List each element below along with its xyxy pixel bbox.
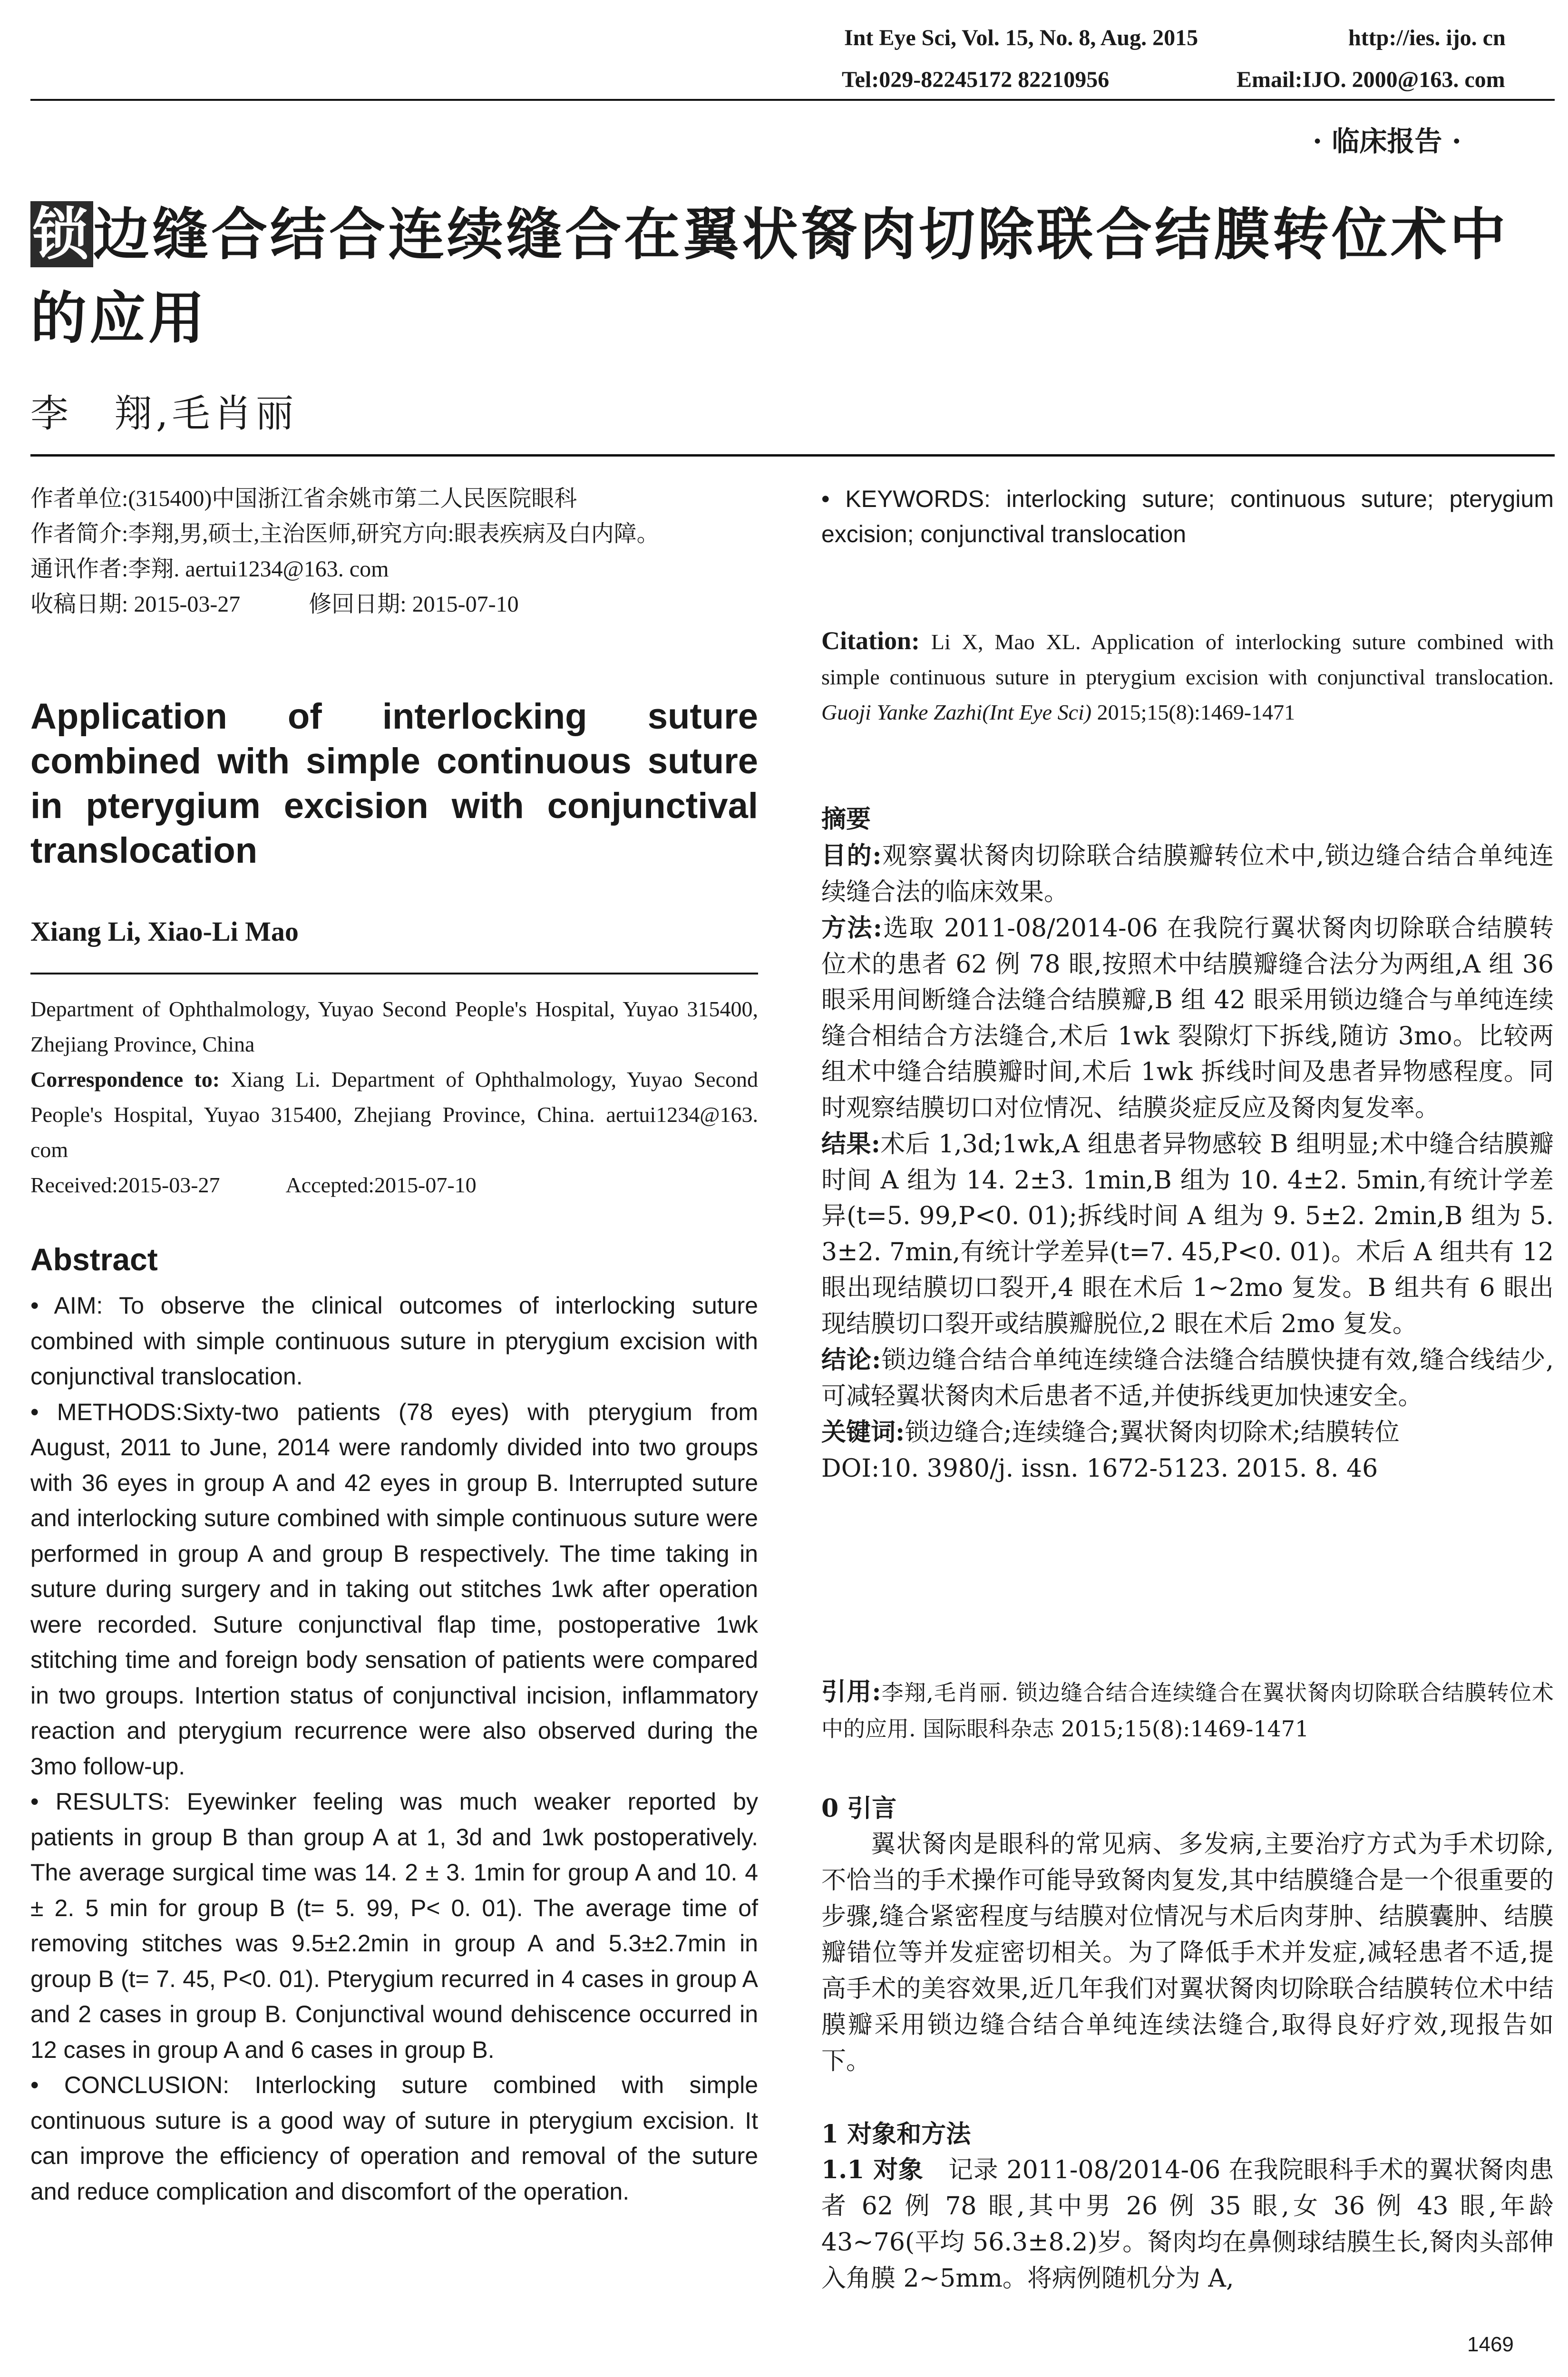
header-rule: [30, 99, 1555, 101]
methods-subjects: [821, 2152, 1554, 2297]
cite-cn-label: 引用:: [821, 1677, 881, 1706]
abstract-keywords-en: [821, 481, 1554, 552]
abstract-en: [30, 1288, 758, 2209]
title-text: 边缝合结合连续缝合在翼状胬肉切除联合结膜转位术中的应用: [30, 201, 1509, 351]
journal-email: Email:IJO. 2000@163. com: [1237, 67, 1505, 92]
affiliation-unit: 作者单位:(315400)中国浙江省余姚市第二人民医院眼科: [30, 486, 577, 511]
article-title: [30, 193, 1555, 360]
journal-website: http://ies. ijo. cn: [1348, 25, 1506, 50]
dates-en: Received:2015-03-27 Accepted:2015-07-10: [30, 1173, 477, 1197]
abstract-cn-keywords: 关键词:锁边缝合;连续缝合;翼状胬肉切除术;结膜转位: [821, 1418, 1400, 1447]
abstract-methods: • METHODS:Sixty-two patients (78 eyes) with pterygium from August, 2011 to June, 2014 were randomly divided into two groups with 36 eyes in group A and 42 eyes in group B. Interrupted suture and interlocking suture combined with simple continuous suture were performed in group A and group B respectively. The time taking in suture during surgery and in taking out stitches 1wk after operation were recorded. Suture conjunctival flap time, postoperative 1wk stitching time and foreign body sensation of patients were compared in two groups. Intertion status of conjunctival incision, inflammatory reaction and pterygium recurrence were also observed during the 3mo follow-up.: [30, 1398, 758, 1780]
methods-heading: 1 对象和方法: [821, 2120, 971, 2149]
intro-paragraph: 翼状胬肉是眼科的常见病、多发病,主要治疗方式为手术切除,不恰当的手术操作可能导致胬肉复发,其中结膜缝合是一个很重要的步骤,缝合紧密程度与结膜对位情况与术后肉芽肿、结膜囊肿、结膜瓣错位等并发症密切相关。为了降低手术并发症,减轻患者不适,提高手术的美容效果,近几年我们对翼状胬肉切除联合结膜转位术中结膜瓣采用锁边缝合结合单纯连续法缝合,取得良好疗效,现报告如下。: [821, 1830, 1554, 2075]
correspondence-text: Xiang Li. Department of Ophthalmology, Yuyao Second People's Hospital, Yuyao 315400, Zhejiang Province, China. aertui1234@163. com: [30, 1067, 759, 1162]
cite-cn-text: 李翔,毛肖丽. 锁边缝合结合连续缝合在翼状胬肉切除联合结膜转位术中的应用. 国际眼科杂志 2015;15(8):1469-1471: [821, 1680, 1554, 1742]
journal-info: Int Eye Sci, Vol. 15, No. 8, Aug. 2015: [844, 25, 1198, 50]
subjects-text: 记录 2011-08/2014-06 在我院眼科手术的翼状胬肉患者 62 例 78 眼,其中男 26 例 35 眼,女 36 例 43 眼,年龄 43~76(平均 56.3±8.2)岁。胬肉均在鼻侧球结膜生长,胬肉头部伸入角膜 2~5mm。将病例随机分为 A,: [821, 2156, 1554, 2293]
abstract-cn: [821, 838, 1554, 1487]
doi: DOI:10. 3980/j. issn. 1672-5123. 2015. 8. 46: [821, 1454, 1378, 1483]
authors-rule: [30, 973, 758, 974]
citation-text: Li X, Mao XL. Application of interlocking suture combined with simple continuous suture in pterygium excision with conjunctival translocation.: [821, 630, 1554, 689]
page-number: 1469: [1467, 2333, 1514, 2356]
aim-label: 目的:: [821, 841, 882, 870]
title-rule: [30, 454, 1555, 457]
affiliation-cn: [30, 481, 763, 622]
citation-en: [821, 623, 1554, 730]
abstract-cn-results: 结果:术后 1,3d;1wk,A 组患者异物感较 B 组明显;术中缝合结膜瓣时间 A 组为 14. 2±3. 1min,B 组为 10. 4±2. 5min,有统计学差异(t=5. 99,P<0. 01);拆线时间 A 组为 9. 5±2. 2min,B 组为 5. 3±2. 7min,有统计学差异(t=7. 45,P<0. 01)。术后 A 组共有 12 眼出现结膜切口裂开,4 眼在术后 1~2mo 复发。B 组共有 6 眼出现结膜切口裂开或结膜瓣脱位,2 眼在术后 2mo 复发。: [821, 1130, 1554, 1338]
corresponding-author: 通讯作者:李翔. aertui1234@163. com: [30, 556, 389, 582]
keywords-en: • KEYWORDS: interlocking suture; continuous suture; pterygium excision; conjunctival translocation: [821, 486, 1554, 547]
abstract-aim: • AIM: To observe the clinical outcomes of interlocking suture combined with simple continuous suture in pterygium excision with conjunctival translocation.: [30, 1292, 758, 1390]
conclusion-label: 结论:: [821, 1345, 881, 1374]
abstract-heading: Abstract: [30, 1242, 158, 1277]
abstract-conclusion: • CONCLUSION: Interlocking suture combined with simple continuous suture is a good way of suture in pterygium excision. It can improve the efficiency of operation and removal of the suture and reduce complication and discomfort of the operation.: [30, 2072, 758, 2205]
correspondence-en: [30, 1062, 758, 1168]
abstract-cn-aim: 目的:观察翼状胬肉切除联合结膜瓣转位术中,锁边缝合结合单纯连续缝合法的临床效果。: [821, 841, 1554, 906]
journal-tel: Tel:029-82245172 82210956: [842, 67, 1110, 92]
cite-cn: [821, 1674, 1554, 1747]
abstract-cn-conclusion: 结论:锁边缝合结合单纯连续缝合法缝合结膜快捷有效,缝合线结少,可减轻翼状胬肉术后患者不适,并使拆线更加快速安全。: [821, 1345, 1554, 1411]
intro-heading: 0 引言: [821, 1794, 897, 1823]
title-first-char: 锁: [30, 201, 93, 267]
received-date: 收稿日期: 2015-03-27 修回日期: 2015-07-10: [30, 592, 519, 617]
authors-en: Xiang Li, Xiao-Li Mao: [30, 916, 299, 947]
citation-label: Citation:: [821, 626, 920, 655]
subjects-label: 1.1 对象: [821, 2155, 924, 2184]
author-intro: 作者简介:李翔,男,硕士,主治医师,研究方向:眼表疾病及白内障。: [30, 521, 660, 546]
title-en: Application of interlocking suture combined with simple continuous suture in pterygium excision with conjunctival translocation: [30, 696, 758, 871]
citation-journal: Guoji Yanke Zazhi(Int Eye Sci): [821, 700, 1092, 724]
abstract-cn-heading: 摘要: [821, 805, 871, 834]
citation-tail: 2015;15(8):1469-1471: [1091, 700, 1295, 724]
results-label: 结果:: [821, 1130, 880, 1159]
affiliation-en: [30, 992, 758, 1203]
correspondence-label: Correspondence to:: [30, 1067, 220, 1091]
methods-label: 方法:: [821, 914, 882, 943]
abstract-cn-methods: 方法:选取 2011-08/2014-06 在我院行翼状胬肉切除联合结膜转位术的患者 62 例 78 眼,按照术中结膜瓣缝合法分为两组,A 组 36 眼采用间断缝合法缝合结膜瓣,B 组 42 眼采用锁边缝合与单纯连续缝合相结合方法缝合,术后 1wk 裂隙灯下拆线,随访 3mo。比较两组术中缝合结膜瓣时间,术后 1wk 拆线时间及患者异物感程度。同时观察结膜切口对位情况、结膜炎症反应及胬肉复发率。: [821, 914, 1554, 1122]
keywords-label: 关键词:: [821, 1418, 905, 1447]
abstract-results: • RESULTS: Eyewinker feeling was much weaker reported by patients in group B than group A at 1, 3d and 1wk postoperatively. The average surgical time was 14. 2 ± 3. 1min for group A and 10. 4 ± 2. 5 min for group B (t= 5. 99, P< 0. 01). The average time of removing stitches was 9.5±2.2min in group A and 5.3±2.7min in group B (t= 7. 45, P<0. 01). Pterygium recurred in 4 cases in group A and 2 cases in group B. Conjunctival wound dehiscence occurred in 12 cases in group A and 6 cases in group B.: [30, 1788, 758, 2063]
authors-cn: 李 翔,毛肖丽: [30, 391, 298, 436]
section-label: · 临床报告 ·: [1313, 125, 1461, 157]
department-en: Department of Ophthalmology, Yuyao Second People's Hospital, Yuyao 315400, Zhejiang Province, China: [30, 997, 758, 1056]
